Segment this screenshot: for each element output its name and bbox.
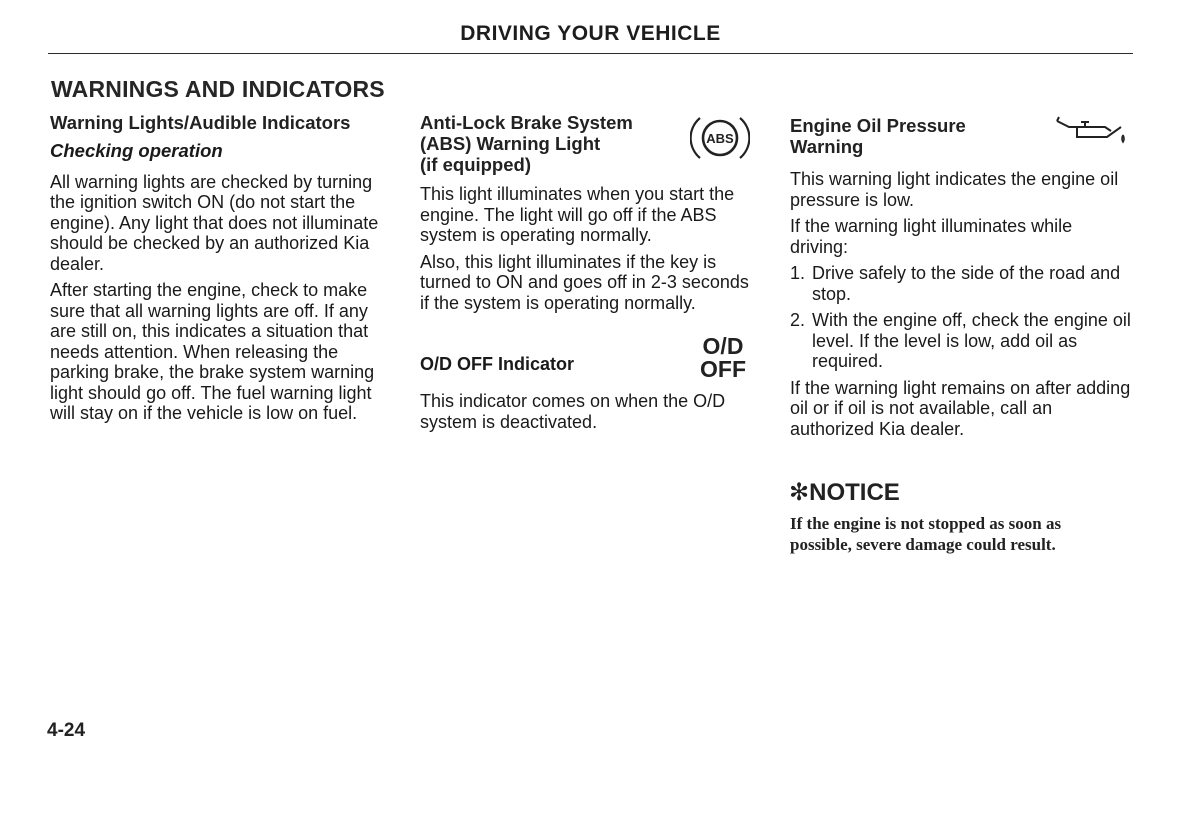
list-item xyxy=(790,263,1135,304)
list-item xyxy=(790,310,1135,372)
abs-paragraph-1: This light illuminates when you start the engine. The light will go off if the ABS system is operating normally. xyxy=(420,184,735,245)
step-number: 2. xyxy=(790,310,806,330)
oil-heading-line-2: Warning xyxy=(790,136,864,157)
warning-lights-paragraph-1: All warning lights are checked by turning the ignition switch ON (do not start the engine). Any light that does not illuminate should be checked by an authorized Kia dealer. xyxy=(50,171,379,274)
step-number: 1. xyxy=(790,263,806,283)
notice-title: NOTICE xyxy=(809,479,900,506)
od-sign-line-1: O/D xyxy=(702,333,744,359)
od-off-block xyxy=(420,335,760,383)
od-off-heading: O/D OFF Indicator xyxy=(420,354,575,374)
asterisk-icon: ✻ xyxy=(789,479,810,506)
step-text: With the engine off, check the engine oil level. If the level is low, add oil as required. xyxy=(812,310,1131,371)
oil-steps-list xyxy=(790,263,1135,372)
column-warning-lights xyxy=(50,112,395,424)
oil-heading-line-1: Engine Oil Pressure xyxy=(790,115,966,136)
page-header: DRIVING YOUR VEHICLE xyxy=(460,22,721,45)
warning-lights-paragraph-2: After starting the engine, check to make sure that all warning lights are off. If any are still on, this indicates a situation that needs attention. When releasing the parking brake, the brake system warning light should go off. The fuel warning light will stay on if the vehicle is low on fuel. xyxy=(50,280,375,423)
abs-icon-label: ABS xyxy=(706,131,734,146)
checking-operation-subheading: Checking operation xyxy=(50,140,223,161)
abs-heading-block xyxy=(420,112,760,175)
od-sign-line-2: OFF xyxy=(700,356,746,382)
section-title: WARNINGS AND INDICATORS xyxy=(51,76,385,102)
notice-text: If the engine is not stopped as soon as possible, severe damage could result. xyxy=(790,514,1062,554)
oil-paragraph-3: If the warning light remains on after adding oil or if oil is not available, call an authorized Kia dealer. xyxy=(790,377,1131,439)
abs-paragraph-2: Also, this light illuminates if the key is turned to ON and goes off in 2-3 seconds if the system is operating normally. xyxy=(420,251,749,313)
step-text: Drive safely to the side of the road and stop. xyxy=(812,263,1121,304)
abs-heading-line-3: (if equipped) xyxy=(420,154,531,175)
oil-heading-block xyxy=(790,115,1135,157)
oil-paragraph-1: This warning light indicates the engine oil pressure is low. xyxy=(790,169,1119,210)
abs-heading-line-2: (ABS) Warning Light xyxy=(420,133,601,154)
od-off-indicator-icon xyxy=(692,335,754,381)
oil-paragraph-2: If the warning light illuminates while driving: xyxy=(790,216,1073,257)
page-number: 4-24 xyxy=(47,720,86,741)
abs-warning-icon xyxy=(690,112,750,164)
oil-can-icon xyxy=(1055,115,1127,151)
column-engine-oil xyxy=(790,115,1135,439)
abs-heading-line-1: Anti-Lock Brake System xyxy=(420,112,633,133)
column-abs-od xyxy=(420,112,760,432)
notice-heading xyxy=(789,478,900,507)
header-divider xyxy=(48,53,1133,54)
od-off-paragraph: This indicator comes on when the O/D system is deactivated. xyxy=(420,391,726,432)
warning-lights-heading: Warning Lights/Audible Indicators xyxy=(50,112,351,133)
